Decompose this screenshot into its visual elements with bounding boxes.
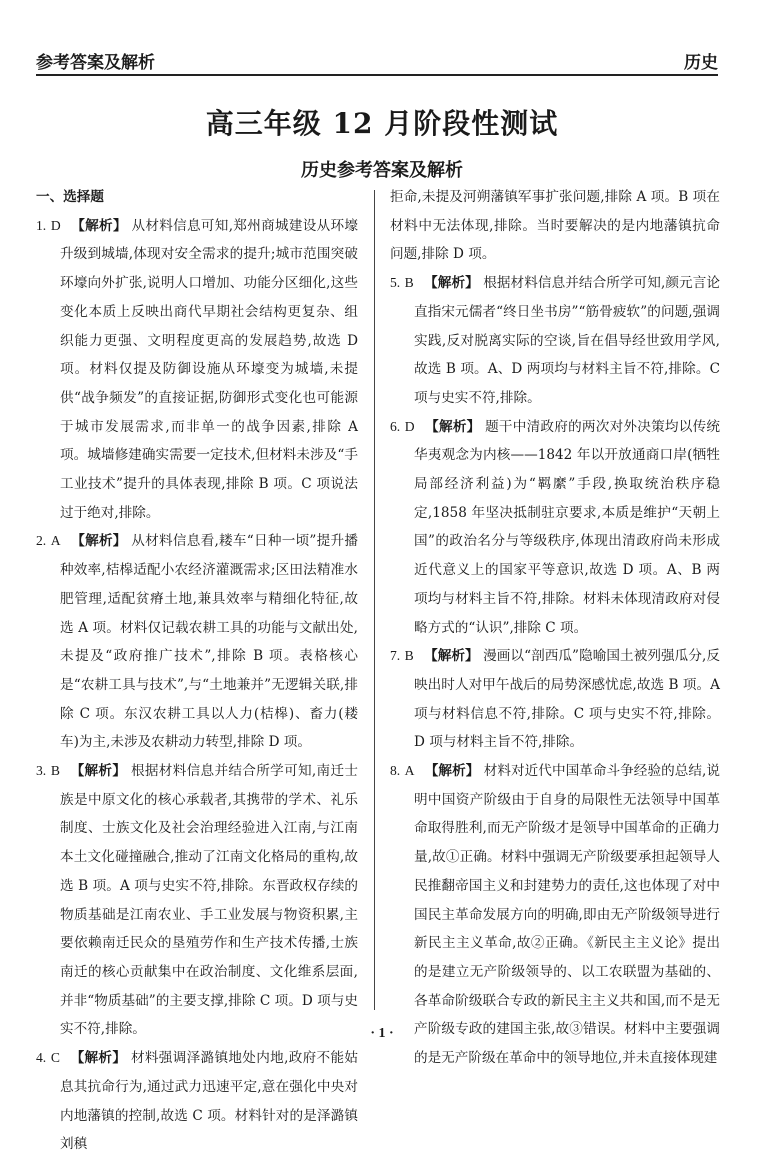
document-subtitle: 历史参考答案及解析 <box>301 160 463 181</box>
item-answer: D <box>404 418 415 434</box>
item-analysis-text: 题干中清政府的两次对外决策均以传统华夷观念为内核——1842 年以开放通商口岸(牺牲局部经济利益)为“羁縻”手段,换取统治秩序稳定,1858 年坚决抵制驻京要求,本质是维护“天朝上国”的政治名分与等级秩序,体现出清政府尚未形成近代意义上的国家平等意识,故选 D 项。A、B 两项均与材料主旨不符,排除。材料未体现清政府对侵略方式的“认识”,排除 C 项。 <box>414 418 720 636</box>
column-divider <box>374 190 375 1010</box>
page-header <box>36 48 718 76</box>
item-number: 3. <box>36 763 47 779</box>
header-left-label: 参考答案及解析 <box>36 53 155 73</box>
item-number: 5. <box>390 275 401 291</box>
analysis-tag: 【解析】 <box>70 1050 127 1067</box>
item-number: 4. <box>36 1050 47 1066</box>
answer-item <box>390 642 720 757</box>
item-analysis-text: 漫画以“剖西瓜”隐喻国土被列强瓜分,反映出时人对甲午战后的局势深感忧虑,故选 B 项。A 项与材料信息不符,排除。C 项与史实不符,排除。D 项与材料主旨不符,排除。 <box>414 648 720 751</box>
item-answer: D <box>50 217 61 233</box>
item-number: 7. <box>390 648 401 664</box>
section-heading: 一、选择题 <box>36 189 104 205</box>
answer-item <box>36 757 358 1044</box>
item-answer: B <box>404 648 414 664</box>
analysis-tag: 【解析】 <box>424 648 479 665</box>
item-analysis-text: 从材料信息可知,郑州商城建设从环壕升级到城墙,体现对安全需求的提升;城市范围突破环壕向外扩张,说明人口增加、功能分区细化,这些变化本质上反映出商代早期社会结构更复杂、组织能力更强、文明程度更高的发展趋势,故选 D 项。材料仅提及防御设施从环壕变为城墙,未提供“战争频发”的直接证据,防御形式变化也可能源于城市发展需求,而非单一的战争因素,排除 A 项。城墙修建确实需要一定技术,但材料未涉及“手工业技术”提升的具体表现,排除 B 项。C 项说法过于绝对,排除。 <box>60 217 359 521</box>
item-number: 1. <box>36 217 47 233</box>
answer-item <box>390 269 720 413</box>
left-column <box>36 183 358 1159</box>
analysis-tag: 【解析】 <box>71 533 127 550</box>
item-analysis-text: 材料强调泽潞镇地处内地,政府不能姑息其抗命行为,通过武力迅速平定,意在强化中央对内地藩镇的控制,故选 C 项。材料针对的是泽潞镇刘稹 <box>60 1050 358 1153</box>
item-analysis-text: 材料对近代中国革命斗争经验的总结,说明中国资产阶级由于自身的局限性无法领导中国革命取得胜利,而无产阶级才是领导中国革命的正确力量,故①正确。材料中强调无产阶级要承担起领导人民推翻帝国主义和封建势力的责任,这也体现了对中国民主革命发展方向的明确,即由无产阶级领导进行新民主主义革命,故②正确。《新民主主义论》提出的是建立无产阶级领导的、以工农联盟为基础的、各革命阶级联合专政的新民主主义共和国,而不是无产阶级专政的建国主张,故③错误。材料中主要强调的是无产阶级在革命中的领导地位,并未直接体现建 <box>414 763 720 1067</box>
header-subject-label: 历史 <box>684 53 718 73</box>
analysis-tag: 【解析】 <box>71 217 127 234</box>
item-number: 8. <box>390 763 401 779</box>
item-answer: A <box>50 533 61 549</box>
item-answer: C <box>50 1050 60 1066</box>
item-analysis-text: 从材料信息看,耧车“日种一顷”提升播种效率,桔槔适配小农经济灌溉需求;区田法精准水肥管理,适配贫瘠土地,兼具效率与精细化特征,故选 A 项。材料仅记载农耕工具的功能与文献出处,未提及“政府推广技术”,排除 B 项。表格核心是“农耕工具与技术”,与“土地兼并”无逻辑关联,排除 C 项。东汉农耕工具以人力(桔槔)、畜力(耧车)为主,未涉及农耕动力转型,排除 D 项。 <box>60 533 358 751</box>
analysis-tag: 【解析】 <box>70 763 127 780</box>
analysis-tag: 【解析】 <box>425 418 481 435</box>
item-answer: B <box>404 275 414 291</box>
answer-item <box>36 212 358 528</box>
document-title: 高三年级 12 月阶段性测试 <box>205 107 559 140</box>
item-number: 2. <box>36 533 47 549</box>
item-answer: A <box>404 763 415 779</box>
answer-item <box>390 413 720 643</box>
answer-item <box>36 527 358 757</box>
item-analysis-text: 根据材料信息并结合所学可知,颜元言论直指宋元儒者“终日坐书房”“筋骨疲软”的问题,强调实践,反对脱离实际的空谈,旨在倡导经世致用学风,故选 B 项。A、D 两项均与材料主旨不符,排除。C 项与史实不符,排除。 <box>414 275 720 406</box>
item-analysis-text: 根据材料信息并结合所学可知,南迁士族是中原文化的核心承载者,其携带的学术、礼乐制度、士族文化及社会治理经验进入江南,与江南本土文化碰撞融合,推动了江南文化格局的重构,故选 B 项。A 项与史实不符,排除。东晋政权存续的物质基础是江南农业、手工业发展与物资积累,主要依赖南迁民众的垦殖劳作和生产技术传播,士族南迁的核心贡献集中在政治制度、文化维系层面,并非“物质基础”的主要支撑,排除 C 项。D 项与史实不符,排除。 <box>60 763 358 1038</box>
analysis-tag: 【解析】 <box>424 275 479 292</box>
page-number: · 1 · <box>370 1026 394 1041</box>
item-continuation-text: 拒命,未提及河朔藩镇军事扩张问题,排除 A 项。B 项在材料中无法体现,排除。当时要解决的是内地藩镇抗命问题,排除 D 项。 <box>390 189 720 263</box>
item-answer: B <box>50 763 60 779</box>
item-number: 6. <box>390 418 401 434</box>
answer-item <box>36 1044 358 1159</box>
right-column <box>390 183 720 1073</box>
analysis-tag: 【解析】 <box>424 763 480 780</box>
